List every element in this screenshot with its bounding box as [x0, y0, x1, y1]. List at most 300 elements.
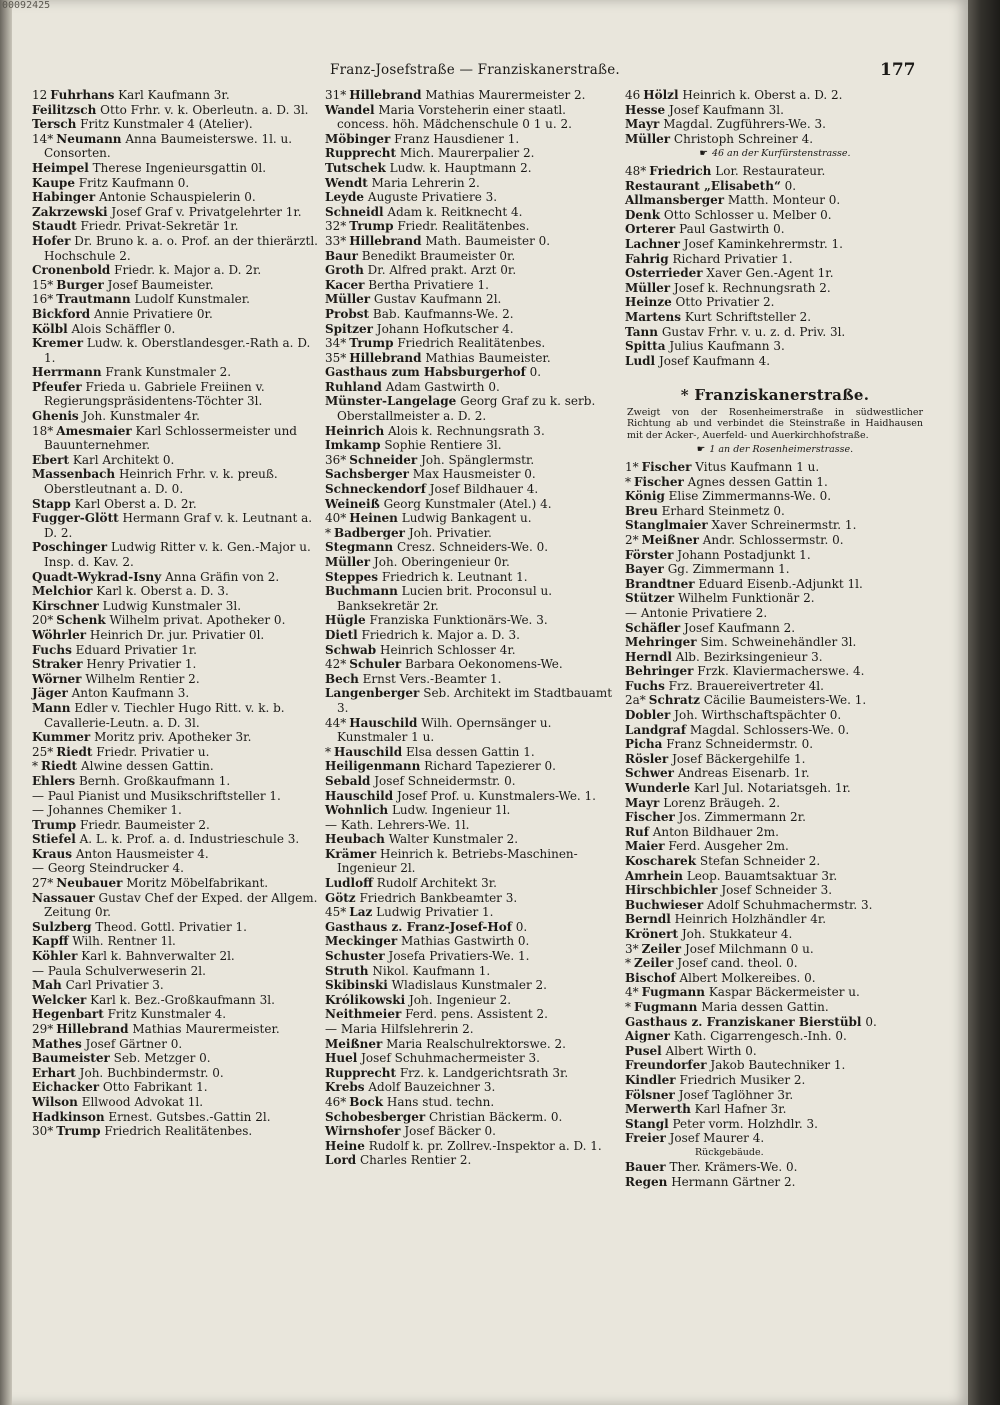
directory-entry: [32, 322, 324, 337]
directory-entry: [625, 132, 925, 147]
pointing-hand-icon: ☛: [699, 148, 708, 160]
directory-entry: [625, 103, 925, 118]
resident-name: Buchmann: [325, 584, 398, 599]
pointing-hand-icon: ☛: [696, 444, 706, 456]
house-number: 27*: [32, 876, 54, 891]
resident-name: Rupprecht: [325, 146, 397, 161]
directory-entry: [32, 1124, 324, 1139]
resident-name: Breu: [625, 503, 658, 518]
resident-name: Fischer: [634, 474, 684, 489]
resident-name: Laz: [349, 905, 373, 920]
directory-entry: [325, 1080, 621, 1095]
resident-name: Zeiler: [634, 956, 674, 971]
resident-name: Hauschild: [325, 788, 394, 803]
resident-name: Mayr: [625, 117, 660, 132]
binding-gutter: [0, 0, 12, 1405]
resident-name: Rösler: [625, 751, 669, 766]
resident-name: Hirschbichler: [625, 883, 718, 898]
directory-entry: [625, 854, 925, 869]
directory-entry: [625, 679, 925, 694]
resident-details: Sophie Rentiere 3l.: [384, 438, 502, 453]
directory-entry: [32, 540, 324, 569]
directory-entry: [325, 978, 621, 993]
directory-entry: [625, 737, 925, 752]
resident-name: Förster: [625, 547, 674, 562]
directory-entry: [625, 339, 925, 354]
resident-details: Anna Gräfin von 2.: [165, 569, 280, 584]
directory-entry: [325, 657, 621, 672]
resident-details: Elsa dessen Gattin 1.: [405, 744, 535, 759]
resident-details: — Paul Pianist und Musikschriftsteller 1.: [32, 788, 281, 803]
resident-name: Wunderle: [625, 781, 690, 796]
resident-details: Ludwig Privatier 1.: [376, 905, 494, 920]
resident-details: Dr. Alfred prakt. Arzt 0r.: [367, 263, 517, 278]
directory-entry: [32, 993, 324, 1008]
resident-details: Karl Architekt 0.: [72, 452, 175, 467]
directory-entry: [32, 132, 324, 161]
resident-name: Sulzberg: [32, 919, 92, 934]
directory-entry: [32, 336, 324, 365]
directory-entry: [325, 1007, 621, 1022]
resident-details: Seb. Metzger 0.: [113, 1051, 211, 1066]
directory-entry: [32, 88, 324, 103]
resident-name: Schneckendorf: [325, 482, 426, 497]
resident-details: Ludw. k. Oberstlandesger.-Rath a. D. 1.: [44, 336, 311, 365]
resident-details: Friedrich Realitätenbes.: [104, 1124, 253, 1139]
resident-name: Kacer: [325, 277, 365, 292]
resident-name: Feilitzsch: [32, 102, 97, 117]
house-number: 46*: [325, 1094, 347, 1109]
resident-name: Hillebrand: [349, 88, 422, 102]
directory-entry: [325, 1022, 621, 1037]
house-number: 36*: [325, 452, 347, 467]
directory-entry: [325, 643, 621, 658]
directory-entry: [625, 354, 925, 369]
resident-name: Ghenis: [32, 409, 79, 424]
directory-entry: [625, 1058, 925, 1073]
resident-name: Stützer: [625, 591, 675, 606]
resident-details: Annie Privatiere 0r.: [94, 306, 213, 321]
resident-details: Georg Graf zu k. serb. Oberstallmeister a. D. 2.: [337, 394, 596, 424]
resident-name: Fuhrhans: [50, 88, 115, 102]
directory-entry: [625, 1117, 925, 1132]
house-number: 16*: [32, 292, 54, 307]
directory-entry: [325, 234, 621, 249]
directory-entry: [32, 176, 324, 191]
resident-name: Probst: [325, 306, 370, 321]
resident-details: Josef Schneidermstr. 0.: [374, 773, 516, 788]
directory-entry: [325, 964, 621, 979]
resident-details: Franz Schneidermstr. 0.: [666, 737, 814, 752]
directory-entry: [32, 365, 324, 380]
resident-details: Otto Privatier 2.: [675, 295, 775, 310]
resident-details: Heinrich Dr. jur. Privatier 0l.: [89, 627, 265, 642]
resident-name: Denk: [625, 207, 661, 222]
directory-entry: [325, 716, 621, 745]
directory-entry: [325, 1153, 621, 1168]
resident-name: Stapp: [32, 496, 71, 511]
directory-entry: [325, 789, 621, 804]
resident-name: Fugger-Glött: [32, 511, 119, 526]
resident-details: Josef Bäckergehilfe 1.: [672, 751, 806, 766]
house-number: 31*: [325, 88, 347, 102]
resident-name: Wendt: [325, 175, 368, 190]
resident-details: Friedrich Musiker 2.: [679, 1072, 806, 1087]
resident-name: Pfeufer: [32, 379, 82, 394]
resident-details: Johann Hofkutscher 4.: [376, 321, 514, 336]
directory-entry: [625, 252, 925, 267]
directory-entry: [325, 686, 621, 715]
resident-name: Meckinger: [325, 934, 398, 949]
resident-details: Ferd. pens. Assistent 2.: [405, 1007, 548, 1022]
directory-entry: [32, 1066, 324, 1081]
section-title: * Franziskanerstraße.: [680, 386, 870, 405]
resident-details: Friedr. Privatier u.: [96, 744, 210, 759]
directory-entry: [325, 438, 621, 453]
directory-entry: [325, 555, 621, 570]
resident-details: Otto Frhr. v. k. Oberleutn. a. D. 3l.: [100, 102, 309, 117]
house-number: *: [625, 999, 631, 1014]
resident-name: Stangl: [625, 1116, 669, 1131]
directory-entry: [325, 1124, 621, 1139]
resident-details: Paul Gastwirth 0.: [679, 222, 785, 237]
resident-name: Langenberger: [325, 686, 420, 701]
directory-entry: [625, 237, 925, 252]
directory-entry: [325, 570, 621, 585]
resident-name: Badberger: [334, 525, 406, 540]
resident-name: Kindler: [625, 1072, 676, 1087]
house-number: 18*: [32, 423, 54, 438]
resident-details: Karl Oberst a. D. 2r.: [74, 496, 197, 511]
resident-details: Seb. Architekt im Stadtbauamt 3.: [337, 686, 613, 715]
directory-entry: [325, 161, 621, 176]
cross-street-note: ☛ 1 an der Rosenheimerstrasse.: [696, 444, 854, 456]
directory-entry: [32, 964, 324, 979]
directory-entry: [325, 249, 621, 264]
directory-entry: [625, 1073, 925, 1088]
resident-details: Georg Kunstmaler (Atel.) 4.: [383, 496, 552, 511]
resident-details: Moritz Möbelfabrikant.: [126, 876, 269, 891]
resident-details: Joh. Stukkateur 4.: [681, 926, 793, 941]
directory-entry: [625, 650, 925, 665]
resident-name: Tann: [625, 324, 659, 339]
resident-name: Müller: [625, 131, 671, 146]
resident-name: Wöhrler: [32, 627, 87, 642]
house-number: *: [625, 474, 631, 489]
resident-details: Max Hausmeister 0.: [412, 467, 536, 482]
directory-entry: [325, 132, 621, 147]
directory-entry: [325, 103, 621, 132]
resident-details: Ludolf Kunstmaler.: [134, 292, 250, 307]
resident-name: Bock: [349, 1094, 384, 1109]
page-edge: [968, 0, 1000, 1405]
resident-details: Walter Kunstmaler 2.: [388, 832, 519, 847]
resident-details: Magdal. Zugführers-We. 3.: [663, 117, 826, 132]
directory-entry: [32, 380, 324, 409]
resident-details: Adam k. Reitknecht 4.: [387, 204, 523, 219]
directory-entry: [325, 88, 621, 103]
resident-details: Joh. Privatier.: [408, 525, 492, 540]
resident-details: Matth. Monteur 0.: [727, 193, 841, 208]
resident-name: Schneider: [349, 452, 418, 467]
resident-name: Amrhein: [625, 868, 683, 883]
directory-entry: [325, 190, 621, 205]
rear-building-label: Rückgebäude.: [695, 1146, 764, 1158]
house-number: 29*: [32, 1022, 54, 1036]
directory-entry: [32, 643, 324, 658]
resident-details: Fritz Kunstmaler 4 (Atelier).: [80, 117, 253, 132]
resident-name: Staudt: [32, 219, 77, 234]
resident-name: Ludloff: [325, 876, 373, 891]
resident-details: Wilh. Opernsänger u. Kunstmaler 1 u.: [337, 715, 552, 745]
house-number: *: [32, 759, 38, 774]
directory-entry: [625, 664, 925, 679]
resident-name: Brandtner: [625, 576, 695, 591]
resident-name: Müller: [625, 280, 671, 295]
resident-details: Frz. k. Landgerichtsrath 3r.: [399, 1065, 569, 1080]
directory-entry: [32, 686, 324, 701]
resident-details: Karl Hafner 3r.: [694, 1102, 787, 1117]
resident-details: Richard Privatier 1.: [672, 251, 793, 266]
resident-name: Rupprecht: [325, 1065, 397, 1080]
resident-name: Spitta: [625, 339, 666, 354]
resident-name: Hillebrand: [349, 350, 422, 365]
resident-name: Heubach: [325, 832, 385, 847]
directory-entry: [625, 766, 925, 781]
directory-entry: [325, 453, 621, 468]
resident-name: Trump: [349, 219, 394, 234]
resident-details: Karl Schlossermeister und Bauunternehmer.: [44, 423, 297, 453]
directory-entry: [625, 708, 925, 723]
resident-details: — Kath. Lehrers-We. 1l.: [325, 817, 470, 832]
resident-details: Joh. Oberingenieur 0r.: [373, 555, 510, 569]
resident-name: Wandel: [325, 102, 375, 117]
resident-name: Gasthaus zum Habsburgerhof: [325, 365, 526, 380]
resident-name: Schneidl: [325, 204, 384, 219]
directory-entry: [625, 577, 925, 592]
house-number: 34*: [325, 336, 347, 351]
house-number: 4*: [625, 985, 639, 1000]
resident-details: Richard Tapezierer 0.: [424, 759, 556, 774]
resident-details: Friedr. k. Major a. D. 2r.: [114, 263, 262, 278]
directory-entry: [625, 325, 925, 340]
resident-name: Friedrich: [649, 163, 712, 178]
directory-entry: [32, 117, 324, 132]
directory-entry: [625, 193, 925, 208]
column-2: [325, 88, 621, 1168]
directory-entry: [325, 394, 621, 423]
directory-entry: [625, 752, 925, 767]
resident-name: Schobesberger: [325, 1109, 426, 1124]
resident-name: Behringer: [625, 664, 694, 679]
resident-name: Freundorfer: [625, 1058, 707, 1073]
directory-entry: [32, 409, 324, 424]
resident-name: Burger: [56, 277, 104, 292]
resident-details: Heinrich k. Betriebs-Maschinen-Ingenieur 2l.: [337, 846, 578, 876]
resident-name: Erhart: [32, 1065, 76, 1080]
resident-name: Weineiß: [325, 496, 380, 511]
resident-name: Wörner: [32, 671, 82, 686]
directory-entry: [625, 971, 925, 986]
directory-entry: [32, 628, 324, 643]
resident-details: Maria dessen Gattin.: [701, 999, 829, 1014]
resident-name: Straker: [32, 657, 83, 672]
resident-details: Lucien brit. Proconsul u. Banksekretär 2r.: [337, 584, 553, 613]
resident-details: — Johannes Chemiker 1.: [32, 803, 182, 818]
resident-details: Cäcilie Baumeisters-We. 1.: [703, 693, 867, 708]
resident-details: Antonie Schauspielerin 0.: [98, 190, 256, 205]
resident-name: Neithmeier: [325, 1007, 402, 1022]
resident-details: Barbara Oekonomens-We.: [405, 657, 563, 672]
resident-name: Pusel: [625, 1043, 662, 1058]
directory-entry: [325, 1037, 621, 1052]
directory-entry: [32, 832, 324, 847]
directory-entry: [32, 205, 324, 220]
resident-name: Gasthaus z. Franziskaner Bierstübl: [625, 1014, 862, 1029]
resident-name: Mehringer: [625, 635, 697, 650]
resident-details: Frzk. Klaviermacherswe. 4.: [697, 664, 865, 679]
resident-details: Josef Schneider 3.: [721, 883, 833, 898]
resident-details: Stefan Schneider 2.: [699, 854, 821, 868]
cross-street-note: ☛ 46 an der Kurfürstenstrasse.: [699, 148, 851, 160]
resident-details: Joh. Wirthschaftspächter 0.: [674, 708, 842, 723]
resident-details: — Maria Hilfslehrerin 2.: [325, 1022, 474, 1036]
resident-details: Bertha Privatiere 1.: [368, 277, 489, 292]
directory-entry: [625, 1044, 925, 1059]
resident-name: Herrmann: [32, 365, 102, 380]
directory-entry: [32, 570, 324, 585]
resident-name: Müller: [325, 555, 371, 569]
col3-bottom-list: [625, 460, 925, 1146]
house-number: 33*: [325, 233, 347, 248]
house-number: 3*: [625, 941, 639, 956]
resident-details: Charles Rentier 2.: [359, 1153, 472, 1168]
resident-details: Heinrich k. Oberst a. D. 2.: [682, 88, 843, 102]
resident-details: Wladislaus Kunstmaler 2.: [391, 978, 547, 993]
directory-entry: [625, 518, 925, 533]
resident-details: Ferd. Ausgeher 2m.: [668, 839, 789, 854]
directory-entry: [32, 1095, 324, 1110]
resident-name: Kaupe: [32, 175, 75, 190]
directory-entry: [325, 1066, 621, 1081]
resident-details: Carl Privatier 3.: [65, 978, 164, 993]
resident-name: Ruf: [625, 824, 649, 839]
resident-details: Ludwig Ritter v. k. Gen.-Major u. Insp. d. Kav. 2.: [44, 540, 311, 569]
resident-details: Ellwood Advokat 1l.: [81, 1094, 204, 1109]
directory-entry: [625, 164, 925, 179]
resident-details: Mathias Maurermeister 2.: [425, 88, 586, 102]
directory-entry: [625, 942, 925, 957]
resident-details: Otto Fabrikant 1.: [102, 1080, 208, 1095]
resident-details: Julius Kaufmann 3.: [669, 339, 785, 354]
resident-details: Cresz. Schneiders-We. 0.: [396, 540, 549, 555]
resident-details: Lor. Restaurateur.: [715, 163, 826, 178]
house-number: 45*: [325, 905, 347, 920]
directory-entry: [325, 511, 621, 526]
directory-entry: [625, 898, 925, 913]
directory-entry: [32, 1110, 324, 1125]
directory-entry: [32, 949, 324, 964]
directory-entry: [625, 869, 925, 884]
directory-entry: [32, 613, 324, 628]
resident-name: Kölbl: [32, 321, 68, 336]
resident-name: Quadt-Wykrad-Isny: [32, 569, 162, 584]
directory-entry: [325, 920, 621, 935]
directory-entry: [32, 1037, 324, 1052]
resident-details: Karl Jul. Notariatsgeh. 1r.: [693, 781, 851, 796]
resident-details: Vitus Kaufmann 1 u.: [695, 459, 820, 474]
directory-entry: [325, 219, 621, 234]
resident-name: Wohnlich: [325, 803, 389, 818]
resident-details: Josef Taglöhner 3r.: [678, 1087, 794, 1102]
directory-entry: [32, 599, 324, 614]
resident-name: Neubauer: [56, 876, 123, 891]
resident-name: Kraus: [32, 846, 73, 861]
resident-details: Josef Maurer 4.: [669, 1131, 765, 1146]
resident-details: Kaspar Bäckermeister u.: [708, 985, 860, 1000]
resident-details: Mathias Maurermeister.: [132, 1022, 280, 1036]
resident-name: Fischer: [625, 810, 675, 825]
directory-entry: [32, 847, 324, 862]
directory-entry: [325, 540, 621, 555]
resident-details: Karl Kaufmann 3r.: [118, 88, 230, 102]
resident-name: Stanglmaier: [625, 518, 708, 533]
resident-details: Mathias Baumeister.: [425, 350, 551, 365]
resident-name: Zakrzewski: [32, 204, 108, 219]
resident-details: Hermann Graf v. k. Leutnant a. D. 2.: [44, 511, 313, 540]
resident-details: Erhard Steinmetz 0.: [661, 503, 785, 518]
resident-name: Mathes: [32, 1036, 82, 1051]
resident-details: Frz. Brauereivertreter 4l.: [668, 678, 824, 693]
resident-name: Dietl: [325, 627, 358, 642]
directory-entry: [325, 292, 621, 307]
resident-name: Schäfler: [625, 620, 681, 635]
resident-name: Poschinger: [32, 540, 108, 555]
directory-entry: [625, 825, 925, 840]
resident-details: Edler v. Tiechler Hugo Ritt. v. k. b. Cavallerie-Leutn. a. D. 3l.: [44, 700, 285, 730]
resident-details: Albert Wirth 0.: [665, 1043, 757, 1058]
directory-entry: [625, 810, 925, 825]
resident-details: Josef Graf v. Privatgelehrter 1r.: [111, 204, 302, 219]
resident-name: Wilson: [32, 1094, 78, 1109]
resident-name: Ehlers: [32, 773, 76, 788]
house-number: 32*: [325, 219, 347, 234]
directory-entry: [325, 467, 621, 482]
directory-entry: [325, 584, 621, 613]
directory-entry: [32, 453, 324, 468]
directory-entry: [625, 475, 925, 490]
resident-details: Maria Realschulrektorswe. 2.: [386, 1036, 566, 1051]
resident-details: — Georg Steindrucker 4.: [32, 861, 184, 876]
directory-entry: [325, 176, 621, 191]
resident-name: Osterrieder: [625, 266, 703, 281]
resident-name: König: [625, 489, 665, 504]
resident-name: Krämer: [325, 846, 377, 861]
resident-details: A. L. k. Prof. a. d. Industrieschule 3.: [79, 832, 300, 847]
house-number: 44*: [325, 715, 347, 730]
directory-entry: [32, 978, 324, 993]
directory-entry: [325, 526, 621, 541]
directory-entry: [625, 1160, 925, 1175]
resident-details: Benedikt Braumeister 0r.: [361, 248, 516, 263]
house-number: 12: [32, 88, 48, 102]
resident-name: Neumann: [56, 131, 122, 146]
resident-name: Allmansberger: [625, 193, 725, 208]
house-number: 30*: [32, 1124, 54, 1139]
resident-name: Fahrig: [625, 251, 669, 266]
resident-name: Trautmann: [56, 292, 131, 307]
resident-details: Josef Baumeister.: [107, 277, 214, 292]
